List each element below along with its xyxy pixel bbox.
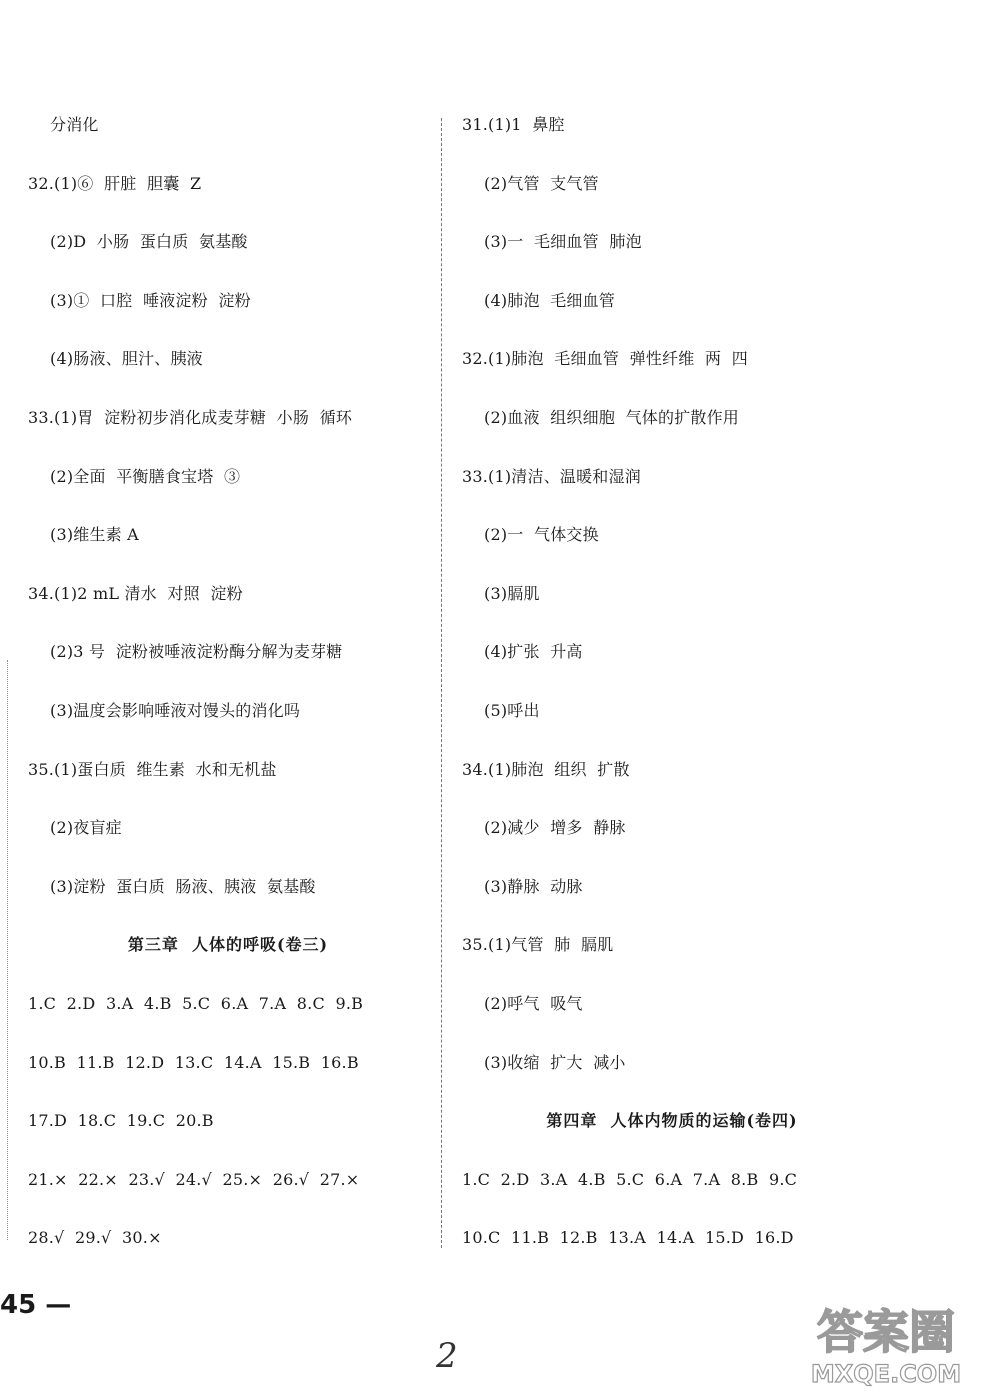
binding-margin-dots bbox=[7, 660, 8, 1240]
answer-line: 34.(1)2 mL 清水 对照 淀粉 bbox=[28, 583, 243, 603]
answer-line: 32.(1)肺泡 毛细血管 弹性纤维 两 四 bbox=[462, 349, 748, 369]
answer-line: (4)肺泡 毛细血管 bbox=[484, 290, 616, 310]
answer-line: (3)淀粉 蛋白质 肠液、胰液 氨基酸 bbox=[50, 876, 316, 896]
column-divider bbox=[441, 118, 442, 1248]
answer-line: 1.C 2.D 3.A 4.B 5.C 6.A 7.A 8.B 9.C bbox=[462, 1169, 798, 1189]
answer-line: (2)D 小肠 蛋白质 氨基酸 bbox=[50, 232, 248, 252]
answer-line: (2)血液 组织细胞 气体的扩散作用 bbox=[484, 407, 740, 427]
answer-line: 32.(1)⑥ 肝脏 胆囊 Z bbox=[28, 173, 202, 193]
answer-line: (2)夜盲症 bbox=[50, 818, 122, 838]
answer-line: (2)一 气体交换 bbox=[484, 525, 599, 545]
answer-line: (3)膈肌 bbox=[484, 583, 540, 603]
answer-line: (3)① 口腔 唾液淀粉 淀粉 bbox=[50, 290, 251, 310]
page-number: 45 — bbox=[0, 1290, 72, 1320]
answer-line: (4)扩张 升高 bbox=[484, 642, 583, 662]
answer-line: 35.(1)气管 肺 膈肌 bbox=[462, 935, 614, 955]
watermark-logo bbox=[786, 1298, 986, 1390]
answer-line: 34.(1)肺泡 组织 扩散 bbox=[462, 759, 630, 779]
right-column bbox=[462, 96, 882, 1268]
watermark-line2: MXQE.COM bbox=[810, 1360, 962, 1388]
answer-line: (2)呼气 吸气 bbox=[484, 993, 583, 1013]
answer-line: 17.D 18.C 19.C 20.B bbox=[28, 1111, 214, 1131]
answer-line: (3)收缩 扩大 减小 bbox=[484, 1052, 626, 1072]
answer-line: (3)一 毛细血管 肺泡 bbox=[484, 232, 642, 252]
answer-line: 分消化 bbox=[50, 115, 99, 134]
answer-line: (3)静脉 动脉 bbox=[484, 876, 583, 896]
answer-line: (2)减少 增多 静脉 bbox=[484, 818, 626, 838]
answer-line: (3)维生素 A bbox=[50, 525, 139, 545]
answer-line: (5)呼出 bbox=[484, 700, 540, 720]
answer-line: (4)肠液、胆汁、胰液 bbox=[50, 349, 203, 369]
handwritten-mark: 2 bbox=[436, 1336, 458, 1376]
chapter-heading: 第四章 人体内物质的运输(卷四) bbox=[546, 1111, 798, 1131]
answer-line: 10.B 11.B 12.D 13.C 14.A 15.B 16.B bbox=[28, 1052, 359, 1072]
answer-line: (2)3 号 淀粉被唾液淀粉酶分解为麦芽糖 bbox=[50, 642, 343, 662]
answer-line: 31.(1)1 鼻腔 bbox=[462, 115, 565, 134]
answer-line: (3)温度会影响唾液对馒头的消化吗 bbox=[50, 700, 301, 720]
answer-line: 33.(1)清洁、温暖和湿润 bbox=[462, 466, 641, 486]
answer-line: 1.C 2.D 3.A 4.B 5.C 6.A 7.A 8.C 9.B bbox=[28, 993, 364, 1013]
left-column bbox=[28, 96, 428, 1268]
answer-line: 35.(1)蛋白质 维生素 水和无机盐 bbox=[28, 759, 277, 779]
answer-line: 21.× 22.× 23.√ 24.√ 25.× 26.√ 27.× bbox=[28, 1169, 360, 1189]
watermark-line1: 答案圈 bbox=[817, 1305, 955, 1359]
answer-line: 28.√ 29.√ 30.× bbox=[28, 1228, 162, 1248]
answer-line: (2)全面 平衡膳食宝塔 ③ bbox=[50, 466, 241, 486]
answer-line: 10.C 11.B 12.B 13.A 14.A 15.D 16.D bbox=[462, 1228, 794, 1248]
answer-line: 33.(1)胃 淀粉初步消化成麦芽糖 小肠 循环 bbox=[28, 407, 353, 427]
answer-line: (2)气管 支气管 bbox=[484, 173, 599, 193]
chapter-heading: 第三章 人体的呼吸(卷三) bbox=[127, 935, 329, 955]
